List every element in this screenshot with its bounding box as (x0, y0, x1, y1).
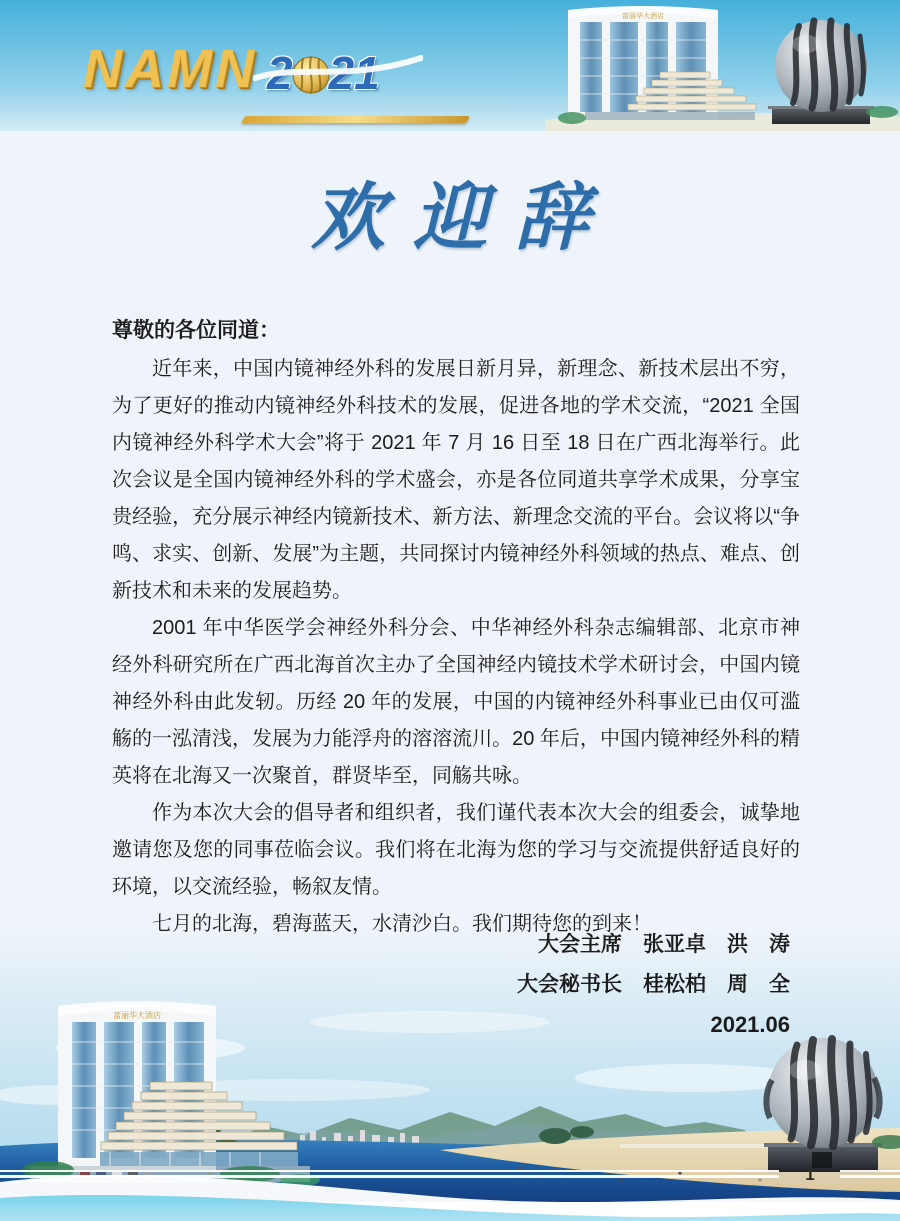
signature-block (0, 925, 790, 1045)
signature-chairman: 大会主席 张亚卓 洪 涛 (538, 933, 790, 956)
page-title-calligraphy: 欢迎辞 (311, 175, 617, 261)
hotel-sign-text: 富丽华大酒店 (622, 13, 664, 20)
letter-paragraph-2: 2001 年中华医学会神经外科分会、中华神经外科杂志编辑部、北京市神经外科研究所在广西北海首次主办了全国神经内镜技术学术研讨会，中国内镜神经外科由此发轫。历经 20 年的发展，中国的内镜神经外科事业已由仅可滥觞的一泓清浅，发展为力能浮舟的溶溶流川。20 年后，中国内镜神经外科的精英将在北海又一次聚首，群贤毕至，同觞共咏。 (112, 617, 800, 787)
letter-paragraph-3: 作为本次大会的倡导者和组织者，我们谨代表本次大会的组委会，诚挚地邀请您及您的同事莅临会议。我们将在北海为您的学习与交流提供舒适良好的环境，以交流经验，畅叙友情。 (112, 802, 800, 898)
page-number: 1 (805, 1165, 815, 1184)
page-header-banner (0, 0, 900, 131)
logo-namn-text: NAMN (83, 39, 257, 99)
conference-logo (83, 30, 380, 99)
letter-paragraph-4: 七月的北海，碧海蓝天，水清沙白。我们期待您的到来！ (152, 913, 652, 935)
signature-secretary: 大会秘书长 桂松柏 周 全 (517, 973, 790, 996)
letter-paragraph-1: 近年来，中国内镜神经外科的发展日新月异，新理念、新技术层出不穷，为了更好的推动内镜神经外科技术的发展，促进各地的学术交流，“2021 全国内镜神经外科学术大会”将于 2021 年 7 月 16 日至 18 日在广西北海举行。此次会议是全国内镜神经外科的学术盛会，亦是各位同道共享学术成果，分享宝贵经验，充分展示神经内镜新技术、新方法、新理念交流的平台。会议将以“争鸣、求实、创新、发展”为主题，共同探讨内镜神经外科领域的热点、难点、创新技术和未来的发展趋势。 (112, 358, 800, 602)
logo-digit-21: 21 (328, 47, 380, 99)
logo-digit-2: 2 (266, 47, 293, 99)
pearl-globe-icon (291, 55, 331, 95)
logo-underline-bar (241, 116, 470, 123)
letter-body (112, 312, 800, 943)
signature-date: 2021.06 (710, 1012, 790, 1037)
hotel-sign-text-footer: 富丽华大酒店 (113, 1011, 161, 1020)
letter-salutation: 尊敬的各位同道： (112, 319, 280, 342)
logo-year (266, 47, 380, 99)
